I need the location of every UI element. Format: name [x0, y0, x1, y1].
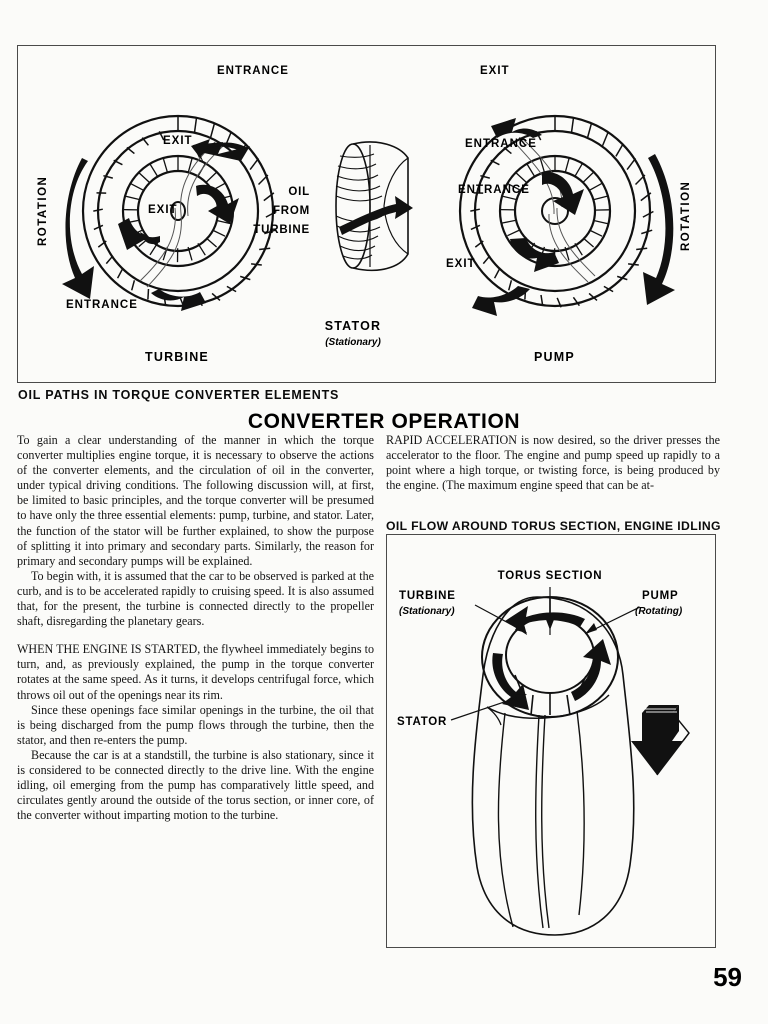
paragraph: To gain a clear understanding of the manner in which the torque converter multiplies engine torque, it is necessary to observe the actions of the converter elements, and the circulation of oil in the converter, under typical driving conditions. The following discussion will, at first, be limited to basic principles, and the torque converter will be presumed to have only the three essential elements: pump, turbine, and stator. Later, the function of the stator will be further explained, to show the purpose of splitting it into primary and secondary parts. Similarly, the reason for primary and secondary pumps will be explained.: [17, 433, 374, 568]
figure-oil-flow-around-torus-section: [386, 534, 716, 948]
stator-diagram: [253, 142, 413, 348]
pump-exit-top-label: EXIT: [480, 65, 510, 77]
paragraph: RAPID ACCELERATION is now desired, so the driver presses the accelerator to the floor. The engine and pump speed up rapidly to a point where a high torque, or twisting force, is being produced by the engine. (The maximum engine speed that can be at-: [386, 433, 720, 493]
stator-oil-label-line2: FROM: [272, 205, 310, 217]
paragraph: WHEN THE ENGINE IS STARTED, the flywheel immediately begins to turn, and, as previously explained, the pump in the torque converter rotates at the same speed. As it turns, it develops centrifugal force, which throws oil out of the openings near its rim.: [17, 642, 374, 702]
turbine-exit-upper-label: EXIT: [163, 135, 193, 147]
turbine-entrance-bottom-label: ENTRANCE: [66, 299, 138, 311]
stator-oil-label-line1: OIL: [288, 186, 310, 198]
torus-section-label: TORUS SECTION: [497, 570, 603, 582]
turbine-exit-lower-label: EXIT: [148, 204, 178, 216]
converter-outline: [472, 597, 633, 935]
page-title: CONVERTER OPERATION: [247, 410, 521, 433]
turbine-rotation-label: ROTATION: [37, 175, 49, 246]
stator-subtitle: (Stationary): [325, 337, 381, 348]
pump-sublabel: (Rotating): [635, 606, 683, 617]
flow-arrow-left: [492, 653, 529, 710]
pump-entrance-lower-label: ENTRANCE: [458, 184, 530, 196]
stator-oil-label-line3: TURBINE: [253, 224, 310, 236]
bottom-figure-artwork: [387, 535, 714, 946]
figure-oil-paths-in-torque-converter-elements: [17, 45, 716, 383]
stator-title: STATOR: [324, 319, 382, 333]
pump-rotation-label: ROTATION: [680, 180, 692, 251]
turbine-label: TURBINE: [399, 590, 456, 602]
pump-exit-bottom-label: EXIT: [446, 258, 476, 270]
body-column-right: [386, 433, 720, 493]
pump-label: PUMP: [642, 590, 679, 602]
paragraph: To begin with, it is assumed that the car to be observed is parked at the curb, and is to be accelerated rapidly to cruising speed. It is also assumed that, for the present, the turbine is connected directly to the propeller shaft, disregarding the planetary gears.: [17, 568, 374, 629]
pump-title: PUMP: [534, 350, 575, 364]
stator-label: STATOR: [397, 716, 448, 728]
page-number: 59: [713, 962, 742, 992]
turbine-entrance-top-label: ENTRANCE: [217, 65, 289, 77]
pump-diagram: [446, 65, 692, 364]
turbine-diagram: [37, 65, 289, 364]
top-figure-artwork: [18, 46, 714, 381]
paragraph: Since these openings face similar openings in the turbine, the oil that is being discharged from the pump flows through the turbine, then the stator, and then re-enters the pump.: [17, 702, 374, 747]
figure-top-caption: OIL PATHS IN TORQUE CONVERTER ELEMENTS: [18, 388, 340, 402]
figure-bottom-caption: OIL FLOW AROUND TORUS SECTION, ENGINE IDLING: [386, 519, 721, 533]
body-column-left: [17, 433, 374, 823]
turbine-title: TURBINE: [145, 350, 209, 364]
paragraph: Because the car is at a standstill, the turbine is also stationary, since it is considered to be connected directly to the drive line. With the engine idling, oil emerging from the pump has comparatively little speed, and circulates gently around the outside of the torus section, or inner core, of the converter without imparting motion to the turbine.: [17, 747, 374, 823]
pump-entrance-upper-label: ENTRANCE: [465, 138, 537, 150]
turbine-sublabel: (Stationary): [399, 606, 455, 617]
